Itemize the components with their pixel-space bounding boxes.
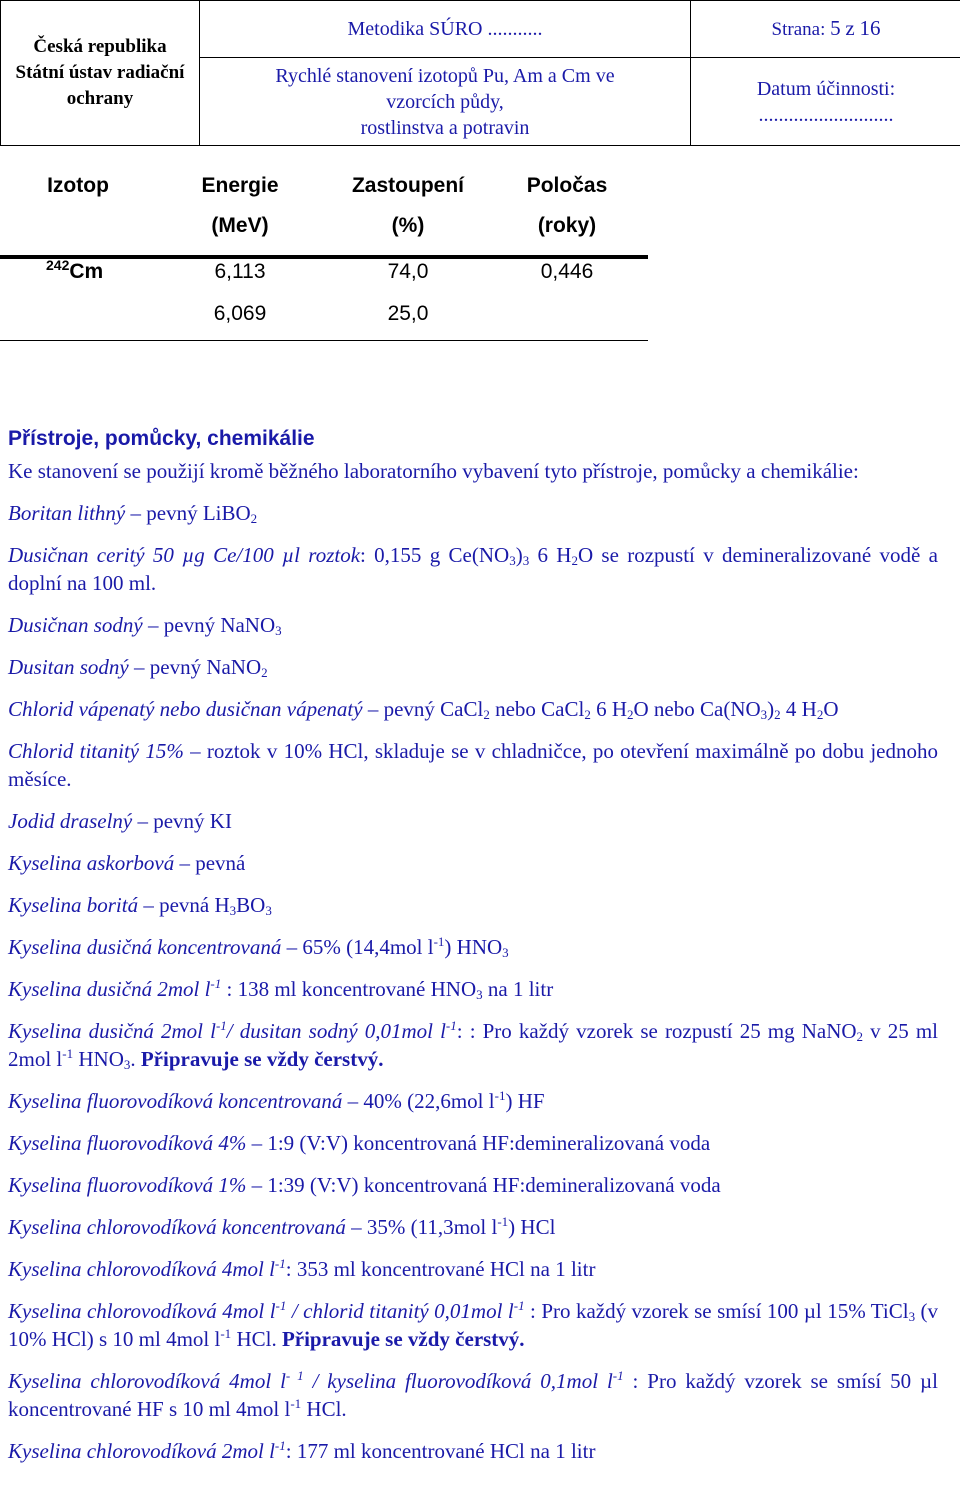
subscript: 3 xyxy=(265,903,272,918)
superscript: -1 xyxy=(62,1046,74,1061)
org-line-3: ochrany xyxy=(66,88,134,109)
subtitle-line-1: Rychlé stanovení izotopů Pu, Am a Cm ve xyxy=(275,64,615,87)
abundance-value: 74,0 xyxy=(387,260,429,283)
subscript: 3 xyxy=(522,553,530,568)
item-name: Dusitan sodný xyxy=(8,655,129,679)
item-text: – 40% (22,6mol l xyxy=(342,1089,495,1113)
item-text: na 1 litr xyxy=(482,977,554,1001)
page-number-cell xyxy=(691,1,960,58)
effective-date-label: Datum účinnosti: xyxy=(756,77,896,100)
item-text: HCl. xyxy=(231,1327,282,1351)
item-text: O xyxy=(823,697,839,721)
item-name: Kyselina chlorovodíková 4mol l xyxy=(8,1369,286,1393)
item-name: Kyselina dusičná koncentrovaná xyxy=(8,935,282,959)
item-text: – roztok v 10% HCl, skladuje se v chladničce, po otevření maximálně po dobu jednoho měsíce. xyxy=(8,739,938,791)
item-text: : Pro každý vzorek se smísí 50 µl koncentrované HF s 10 ml 4mol l xyxy=(8,1369,938,1421)
list-item xyxy=(8,1437,938,1465)
energy-value: 6,113 xyxy=(214,260,266,283)
list-item xyxy=(8,1017,938,1073)
item-text: v 25 ml 2mol l xyxy=(8,1019,938,1071)
item-name: Kyselina fluorovodíková 1% xyxy=(8,1173,247,1197)
page-current: 5 xyxy=(830,16,841,40)
table-row xyxy=(0,302,650,332)
section-title: Přístroje, pomůcky, chemikálie xyxy=(8,427,315,450)
list-item xyxy=(8,737,938,793)
page-separator: z xyxy=(845,16,855,40)
document-header xyxy=(0,0,960,146)
superscript: -1 xyxy=(210,976,222,991)
item-text: : 0,155 g Ce(NO xyxy=(360,543,510,567)
isotope-table-units xyxy=(0,214,650,244)
superscript: -1 xyxy=(494,1088,506,1103)
subscript: 2 xyxy=(571,553,578,568)
item-text: – pevný LiBO xyxy=(125,501,251,525)
item-name: Kyselina chlorovodíková 4mol l xyxy=(8,1257,275,1281)
method-title-cell xyxy=(200,1,691,58)
subscript: 2 xyxy=(483,707,490,722)
effective-date-cell xyxy=(691,58,960,146)
unit-percent: (%) xyxy=(391,214,425,237)
main-content xyxy=(8,425,938,1479)
list-item xyxy=(8,653,938,681)
item-text: – pevný KI xyxy=(132,809,232,833)
superscript: -1 xyxy=(497,1214,509,1229)
subtitle-cell xyxy=(200,58,691,146)
energy-value: 6,069 xyxy=(213,302,267,325)
subscript: 3 xyxy=(509,553,516,568)
subscript: 3 xyxy=(502,945,509,960)
effective-date-value: ........................... xyxy=(758,103,894,126)
item-text: – 65% (14,4mol l xyxy=(281,935,434,959)
superscript: -1 xyxy=(612,1368,624,1383)
subscript: 2 xyxy=(856,1029,864,1044)
item-text: HNO xyxy=(73,1047,124,1071)
list-item xyxy=(8,1129,938,1157)
superscript: -1 xyxy=(215,1018,227,1033)
subscript: 3 xyxy=(760,707,768,722)
list-item: Chlorid vápenatý nebo dusičnan vápenatý – pevný CaCl$_2$ nebo CaCl$_2$ 6 $H_2O$ nebo $Ca(NO_3)_2$ 4 $H_2O$ xyxy=(8,697,839,722)
list-item xyxy=(8,975,938,1003)
page-number xyxy=(691,15,960,43)
item-name: Dusičnan ceritý 50 µg Ce/100 µl roztok xyxy=(8,543,361,567)
list-item xyxy=(8,1213,938,1241)
item-text: – 1:39 (V:V) koncentrovaná HF:demineralizovaná voda xyxy=(246,1173,721,1197)
item-text: – 35% (11,3mol l xyxy=(345,1215,498,1239)
subscript: 2 xyxy=(816,707,824,722)
list-item xyxy=(8,1255,938,1283)
item-name: Kyselina dusičná 2mol l xyxy=(8,977,211,1001)
superscript: - 1 xyxy=(285,1368,304,1383)
superscript: -1 xyxy=(275,1298,287,1313)
list-item xyxy=(8,933,938,961)
isotope-table-header xyxy=(0,174,650,204)
page-total: 16 xyxy=(859,16,881,40)
item-text: – pevná H xyxy=(138,893,230,917)
subscript: 3 xyxy=(908,1309,916,1324)
header-izotop: Izotop xyxy=(47,174,109,197)
subscript: 3 xyxy=(476,987,483,1002)
bold-note: Připravuje se vždy čerstvý. xyxy=(281,1327,525,1351)
org-line-2: Státní ústav radiační xyxy=(15,62,185,83)
item-name: Chlorid vápenatý nebo dusičnan vápenatý xyxy=(8,697,363,721)
superscript: -1 xyxy=(445,1018,457,1033)
item-text: O nebo Ca(NO xyxy=(633,697,761,721)
table-rule-thick xyxy=(0,255,648,259)
half-life-value: 0,446 xyxy=(540,260,594,283)
header-polocas: Poločas xyxy=(526,174,608,197)
superscript: -1 xyxy=(433,934,445,949)
item-name: Kyselina fluorovodíková koncentrovaná xyxy=(8,1089,343,1113)
item-text: ) HNO xyxy=(444,935,503,959)
item-name: / dusitan sodný 0,01mol l xyxy=(226,1019,446,1043)
isotope-symbol: Cm xyxy=(69,260,104,283)
item-text: : 177 ml koncentrované HCl na 1 litr xyxy=(285,1439,596,1463)
unit-years: (roky) xyxy=(537,214,597,237)
item-text: – pevný NaNO xyxy=(142,613,276,637)
item-name: Kyselina chlorovodíková 2mol l xyxy=(8,1439,275,1463)
bold-note: Připravuje se vždy čerstvý. xyxy=(140,1047,384,1071)
item-name: Dusičnan sodný xyxy=(8,613,143,637)
list-item xyxy=(8,1297,938,1353)
subscript: 3 xyxy=(123,1057,131,1072)
item-text: – pevná xyxy=(174,851,246,875)
item-text: BO xyxy=(236,893,266,917)
item-text: : : Pro každý vzorek se rozpustí 25 mg NaNO xyxy=(456,1019,857,1043)
intro-paragraph: Ke stanovení se použijí kromě běžného laboratorního vybavení tyto přístroje, pomůcky a chemikálie: xyxy=(8,459,859,483)
item-text: 6 H xyxy=(590,697,628,721)
table-rule-thin xyxy=(0,340,648,341)
subscript: 2 xyxy=(250,511,258,526)
superscript: -1 xyxy=(274,1438,286,1453)
list-item xyxy=(8,611,938,639)
list-item xyxy=(8,807,938,835)
item-text: 4 H xyxy=(780,697,817,721)
subscript: 3 xyxy=(275,623,282,638)
list-item xyxy=(8,849,938,877)
item-text: O se rozpustí v demineralizované vodě a doplní na 100 ml. xyxy=(8,543,938,595)
item-name: Kyselina askorbová xyxy=(8,851,175,875)
item-name: Kyselina chlorovodíková koncentrovaná xyxy=(8,1215,346,1239)
subtitle-line-2: vzorcích půdy, xyxy=(386,90,504,113)
item-name: Kyselina fluorovodíková 4% xyxy=(8,1131,247,1155)
item-text: nebo CaCl xyxy=(489,697,585,721)
list-item xyxy=(8,1087,938,1115)
item-text: – pevný CaCl xyxy=(362,697,484,721)
item-text: – pevný NaNO xyxy=(128,655,262,679)
subscript: 3 xyxy=(229,903,237,918)
item-name: Boritan lithný xyxy=(8,501,126,525)
header-energie: Energie xyxy=(201,174,279,197)
isotope-name xyxy=(0,257,140,284)
item-text: HCl. xyxy=(301,1397,347,1421)
subscript: 2 xyxy=(627,707,634,722)
superscript: -1 xyxy=(220,1326,232,1341)
unit-mev: (MeV) xyxy=(211,214,269,237)
item-text: ) HF xyxy=(505,1089,545,1113)
item-name: / kyselina fluorovodíková 0,1mol l xyxy=(303,1369,613,1393)
superscript: -1 xyxy=(274,1256,286,1271)
abundance-value: 25,0 xyxy=(387,302,429,325)
superscript: -1 xyxy=(513,1298,525,1313)
list-item xyxy=(8,1171,938,1199)
item-text: : 353 ml koncentrované HCl na 1 litr xyxy=(285,1257,596,1281)
table-row xyxy=(0,257,650,290)
item-text: ) HCl xyxy=(508,1215,556,1239)
isotope-mass: 242 xyxy=(46,257,70,273)
page-label: Strana: xyxy=(771,19,826,40)
list-item: Dusičnan ceritý 50 µg Ce/100 µl roztok: 0,155 g $Ce(NO_3)_3$ 6 $H_2O$ se rozpustí v demineralizované vodě a doplní na 100 ml. xyxy=(8,543,938,595)
item-name: Jodid draselný xyxy=(8,809,133,833)
subscript: 2 xyxy=(261,665,268,680)
list-item xyxy=(8,891,938,919)
item-text: : Pro každý vzorek se smísí 100 µl 15% TiCl xyxy=(524,1299,909,1323)
org-line-1: Česká republika xyxy=(33,36,167,57)
item-text: – 1:9 (V:V) koncentrovaná HF:demineralizovaná voda xyxy=(246,1131,711,1155)
item-text: . xyxy=(130,1047,141,1071)
list-item xyxy=(8,1367,938,1423)
organization-cell xyxy=(1,1,200,146)
subscript: 2 xyxy=(584,707,591,722)
item-name: Chlorid titanitý 15% xyxy=(8,739,184,763)
header-zastoupeni: Zastoupení xyxy=(351,174,464,197)
subscript: 2 xyxy=(774,707,781,722)
item-text: 6 H xyxy=(529,543,572,567)
item-name: Kyselina chlorovodíková 4mol l xyxy=(8,1299,276,1323)
item-name: / chlorid titanitý 0,01mol l xyxy=(286,1299,514,1323)
method-title: Metodika SÚRO ........... xyxy=(347,18,543,40)
item-name: Kyselina dusičná 2mol l xyxy=(8,1019,216,1043)
item-name: Kyselina boritá xyxy=(8,893,139,917)
superscript: -1 xyxy=(290,1396,302,1411)
list-item xyxy=(8,499,938,527)
item-text: : 138 ml koncentrované HNO xyxy=(226,977,477,1001)
item-text: (v 10% HCl) s 10 ml 4mol l xyxy=(8,1299,939,1351)
subtitle-line-3: rostlinstva a potravin xyxy=(360,116,530,139)
